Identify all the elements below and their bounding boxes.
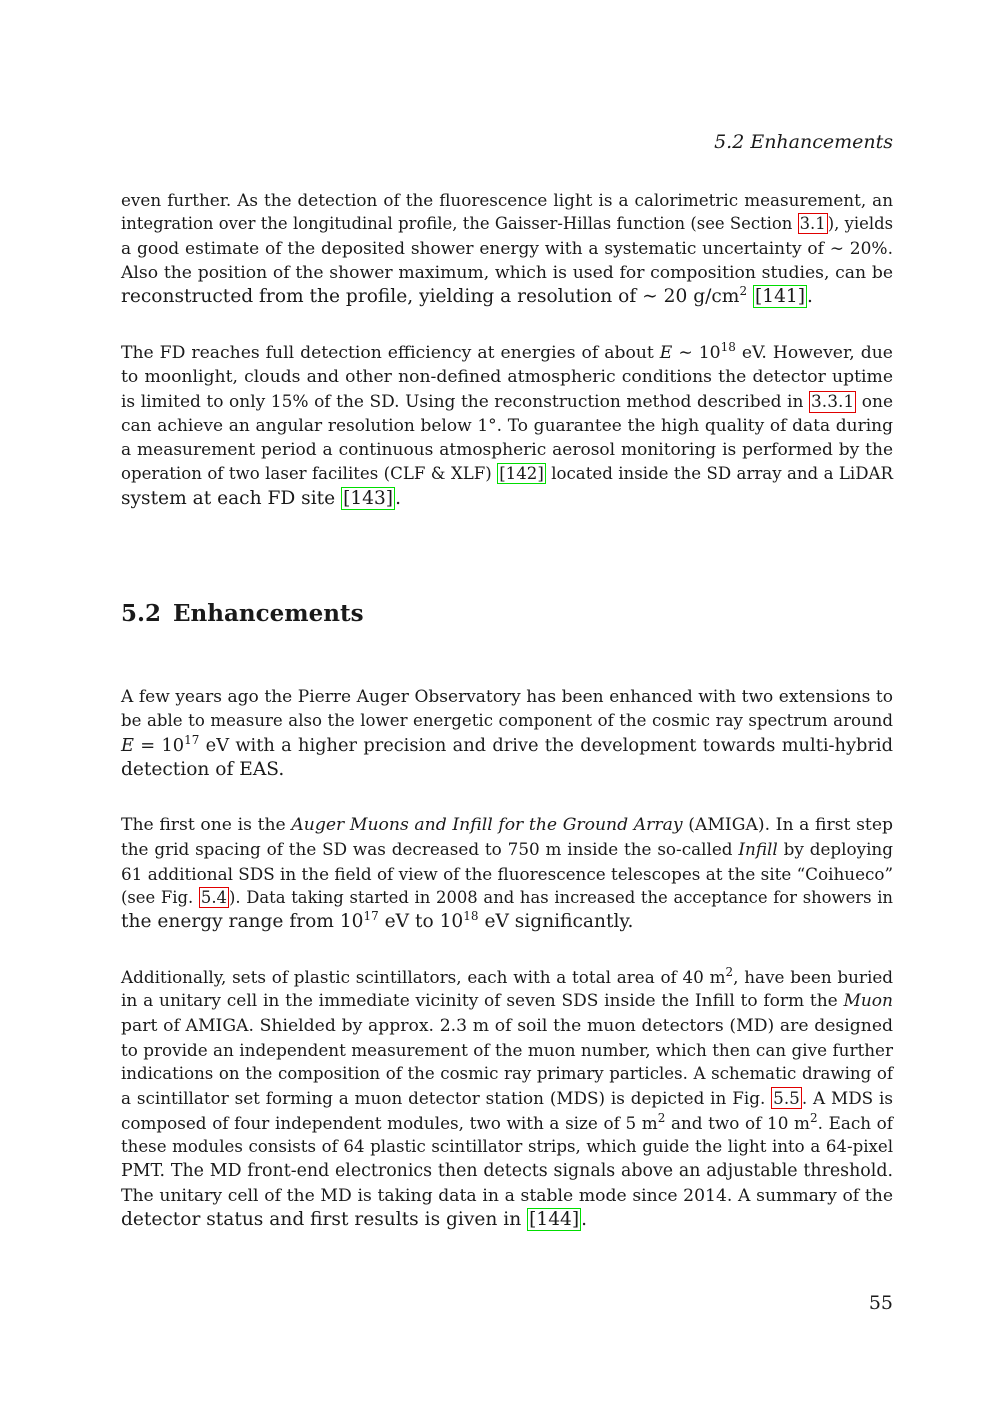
figure-ref-5-4[interactable]: 5.4 xyxy=(200,887,227,907)
text-line: system at each FD site [143] . xyxy=(121,487,401,509)
text-line: the energy range from $10^{17}$ eV to $10^{18}$ eV significantly. xyxy=(121,909,634,933)
text-line: $E = 10^{17}$ eV with a higher precision and drive the development towards multi-hybrid xyxy=(121,732,893,756)
text-line: 61 additional SDS in the field of view of the fluorescence telescopes at the site “Coihueco” xyxy=(121,863,894,884)
text-line: to moonlight, clouds and other non-defined atmospheric conditions the detector uptime xyxy=(121,367,893,388)
text-line: even further. As the detection of the fluorescence light is a calorimetric measurement, an xyxy=(121,190,893,210)
text-line: integration over the longitudinal profile, the Gaisser-Hillas function (see Section 3.1 ), yields xyxy=(121,214,893,234)
text-line: can achieve an angular resolution below 1°. To guarantee the high quality of data during xyxy=(121,415,893,436)
text-line: the grid spacing of the SD was decreased to 750 m inside the so-called Infill by deploying xyxy=(121,839,893,860)
citation-144[interactable]: [144] xyxy=(529,1208,580,1230)
paragraph-fluorescence-energy xyxy=(121,188,893,309)
text-line: detector status and first results is given in [144] . xyxy=(121,1208,588,1230)
running-head: 5.2 Enhancements xyxy=(714,131,893,153)
paragraph-amiga xyxy=(121,813,893,934)
paragraph-extensions-intro xyxy=(121,685,893,782)
text-line: part of AMIGA. Shielded by approx. 2.3 m of soil the muon detectors (MD) are designed xyxy=(121,1015,893,1036)
text-line: The first one is the Auger Muons and Infill for the Ground Array (AMIGA). In a first step xyxy=(121,815,894,835)
citation-142[interactable]: [142] xyxy=(499,464,544,484)
text-line: detection of EAS. xyxy=(121,758,285,780)
text-line: A few years ago the Pierre Auger Observatory has been enhanced with two extensions to xyxy=(121,687,893,707)
figure-ref-5-5[interactable]: 5.5 xyxy=(773,1088,800,1109)
text-line: a scintillator set forming a muon detector station (MDS) is depicted in Fig. 5.5 . A MDS is xyxy=(121,1088,893,1109)
text-line: PMT. The MD front-end electronics then detects signals above an adjustable threshold. xyxy=(121,1161,893,1182)
text-line: a good estimate of the deposited shower energy with a systematic uncertainty of ∼ 20%. xyxy=(121,238,893,259)
text-line: The FD reaches full detection efficiency at energies of about E ∼ $10^{18}$ eV. However, due xyxy=(121,340,893,363)
section-ref-3-1[interactable]: 3.1 xyxy=(799,214,826,234)
section-number: 5.2 xyxy=(121,600,162,627)
text-line: The unitary cell of the MD is taking data in a stable mode since 2014. A summary of the xyxy=(121,1185,893,1206)
paragraph-fd-efficiency xyxy=(121,341,893,511)
citation-143[interactable]: [143] xyxy=(343,487,394,509)
text-line: these modules consists of 64 plastic scintillator strips, which guide the light into a 64-pixel xyxy=(121,1137,893,1157)
section-ref-3-3-1[interactable]: 3.3.1 xyxy=(810,391,855,412)
page-number: 55 xyxy=(868,1292,893,1314)
text-line: operation of two laser facilites (CLF & XLF) [142] located inside the SD array and a LiDAR xyxy=(121,464,893,484)
section-title: Enhancements xyxy=(173,600,364,627)
text-line: composed of four independent modules, two with a size of 5 $m^2$ and two of 10 $m^2$. Each of xyxy=(121,1110,893,1133)
text-line: Also the position of the shower maximum, which is used for composition studies, can be xyxy=(121,262,893,283)
citation-141[interactable]: [141] xyxy=(755,286,805,308)
text-line: a measurement period a continuous atmospheric aerosol monitoring is performed by the xyxy=(121,440,893,461)
text-line: to provide an independent measurement of the muon number, which then can give further xyxy=(121,1039,893,1060)
paragraph-muon-detectors xyxy=(121,965,893,1232)
section-heading xyxy=(121,600,364,627)
text-line: Additionally, sets of plastic scintillators, each with a total area of 40 $m^2$, have been buried xyxy=(121,965,893,987)
text-line: indications on the composition of the cosmic ray primary particles. A schematic drawing of xyxy=(121,1064,893,1084)
text-line: reconstructed from the profile, yielding a resolution of ∼ 20 $g/cm^2$ [141] . xyxy=(121,284,813,308)
text-line: be able to measure also the lower energetic component of the cosmic ray spectrum around xyxy=(121,711,893,731)
text-line: (see Fig. 5.4 ). Data taking started in 2008 and has increased the acceptance for showers in xyxy=(121,887,893,907)
text-line: in a unitary cell in the immediate vicinity of seven SDS inside the Infill to form the Muon xyxy=(121,991,893,1012)
text-line: is limited to only 15% of the SD. Using the reconstruction method described in 3.3.1 one xyxy=(121,391,894,412)
